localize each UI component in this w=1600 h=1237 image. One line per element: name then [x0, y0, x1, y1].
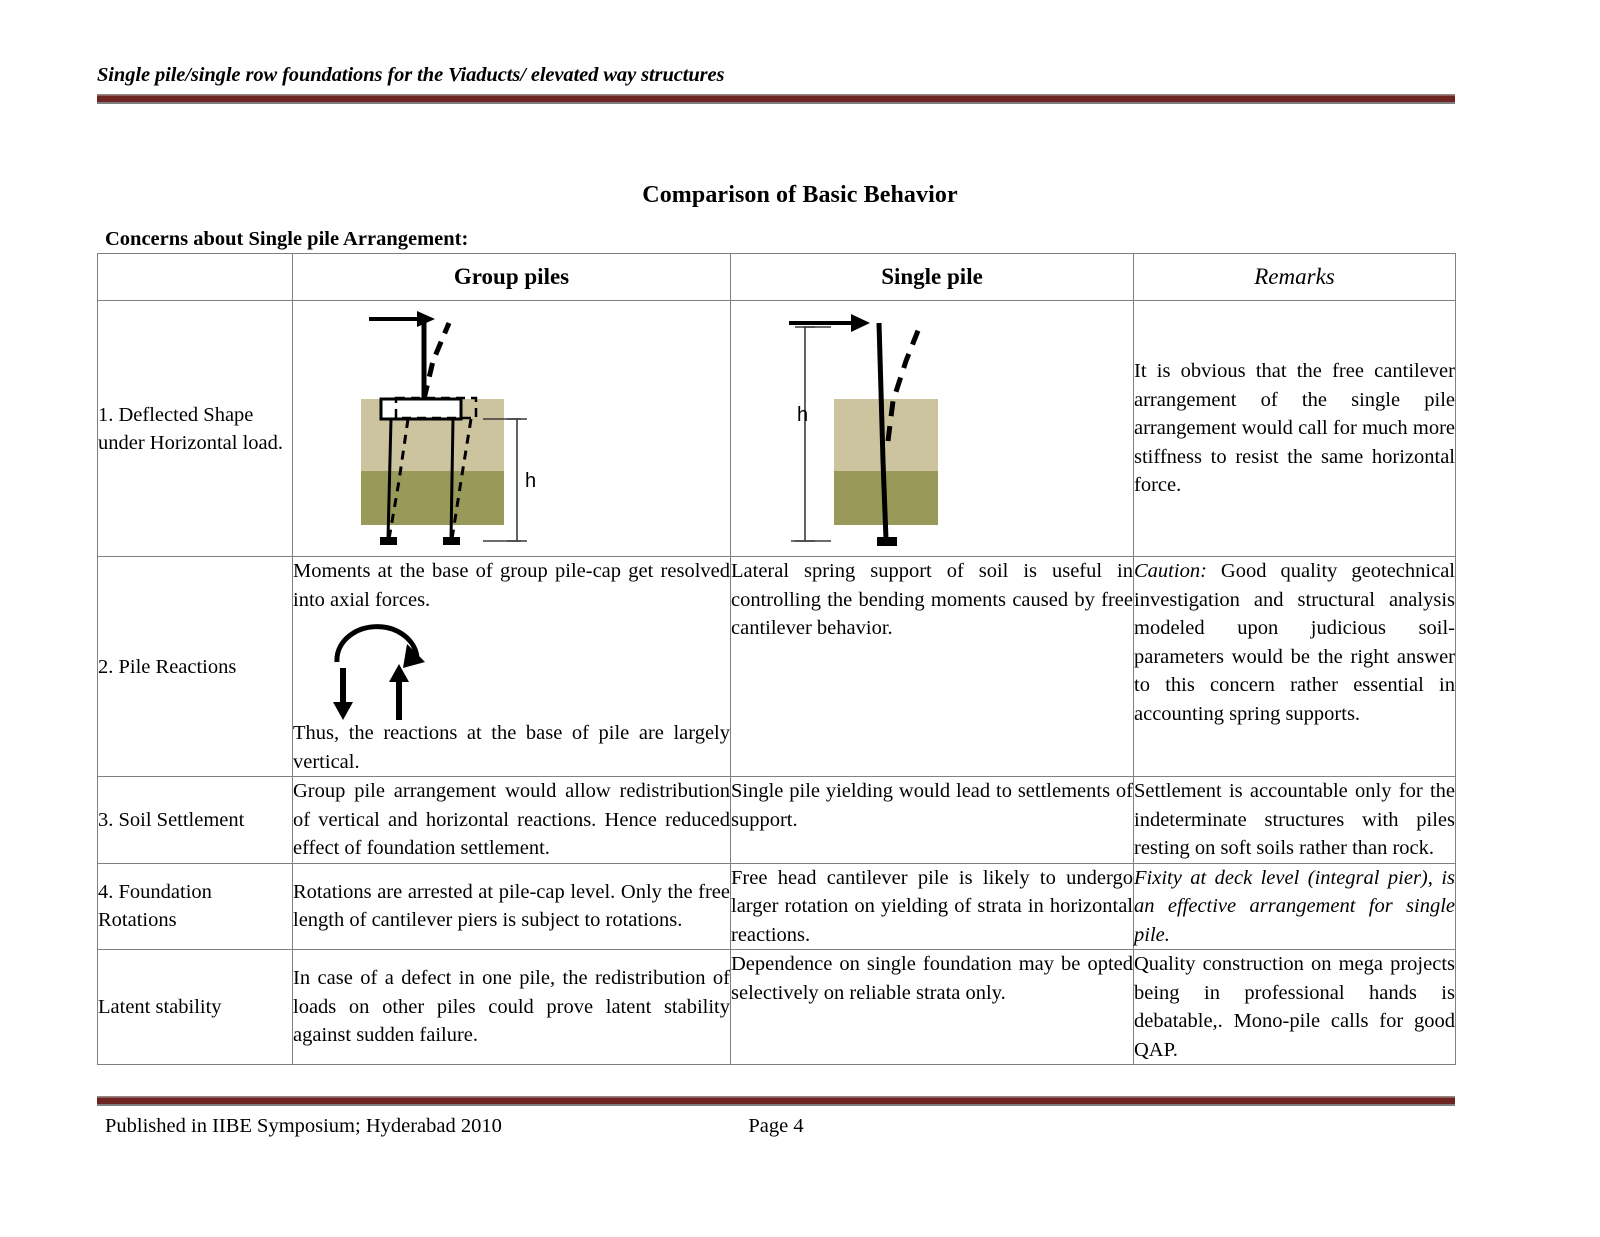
header-title: Single pile/single row foundations for the Viaducts/ elevated way structures	[97, 64, 725, 86]
table-header-single-pile: Single pile	[731, 254, 1134, 301]
row-label-deflected-shape: 1. Deflected Shape under Horizontal load.	[98, 301, 293, 557]
soil-lower-layer	[361, 471, 504, 525]
section-label: Concerns about Single pile Arrangement:	[105, 228, 469, 250]
row-label-foundation-rotations: 4. Foundation Rotations	[98, 863, 293, 950]
remarks-pile-reactions	[1134, 557, 1456, 777]
remarks-pile-reactions-text: Good quality geotechnical investigation and structural analysis modeled upon judicious soil-parameters would be the right answer to this concern rather essential in accounting spring supports.	[1134, 560, 1455, 725]
row-label-soil-settlement: 3. Soil Settlement	[98, 777, 293, 864]
moment-reaction-diagram	[293, 614, 730, 719]
remarks-deflected-shape: It is obvious that the free cantilever arrangement of the single pile arrangement would call for much more stiffness to resist the same horizontal force.	[1134, 301, 1456, 557]
single-pile-latent-stability: Dependence on single foundation may be opted selectively on reliable strata only.	[731, 950, 1134, 1065]
table-header-remarks: Remarks	[1134, 254, 1456, 301]
remarks-latent-stability: Quality construction on mega projects being in professional hands is debatable,. Mono-pile calls for good QAP.	[1134, 950, 1456, 1065]
table-row	[98, 301, 1456, 557]
pile-reactions-text-top: Moments at the base of group pile-cap get resolved into axial forces.	[293, 560, 730, 611]
table-row	[98, 863, 1456, 950]
footer-page-number: Page 4	[748, 1115, 804, 1137]
group-piles-soil-settlement: Group pile arrangement would allow redistribution of vertical and horizontal reactions. Hence reduced effect of foundation settlement.	[293, 777, 731, 864]
single-pile-height-label: h	[797, 404, 809, 426]
single-pile-diagram-cell	[731, 301, 1134, 557]
table-header-blank	[98, 254, 293, 301]
table-header-row	[98, 254, 1456, 301]
comparison-table	[97, 253, 1456, 1065]
single-pile-svg	[731, 301, 1134, 556]
group-piles-diagram-cell	[293, 301, 731, 557]
row-label-pile-reactions: 2. Pile Reactions	[98, 557, 293, 777]
header-rule-thin-bottom	[97, 102, 1455, 104]
caution-lead: Caution:	[1134, 560, 1207, 582]
footer-publication: Published in IIBE Symposium; Hyderabad 2010	[105, 1115, 502, 1137]
page-header	[97, 62, 1455, 104]
table-row	[98, 950, 1456, 1065]
down-arrowhead	[333, 702, 353, 720]
header-rule-thick	[97, 95, 1455, 102]
single-pile-foundation-rotations: Free head cantilever pile is likely to undergo larger rotation on yielding of strata in horizontal reactions.	[731, 863, 1134, 950]
group-piles-foundation-rotations: Rotations are arrested at pile-cap level. Only the free length of cantilever piers is subject to rotations.	[293, 863, 731, 950]
footer-rule-thick	[97, 1097, 1455, 1104]
footer-rule-thin-bottom	[97, 1104, 1455, 1106]
single-pile-pile-reactions: Lateral spring support of soil is useful in controlling the bending moments caused by free cantilever behavior.	[731, 557, 1134, 777]
group-piles-svg	[293, 301, 731, 556]
page-title: Comparison of Basic Behavior	[642, 182, 958, 208]
footer-row	[97, 1115, 1455, 1145]
table-row	[98, 777, 1456, 864]
single-pile-diagram	[731, 301, 1133, 556]
page-footer	[97, 1090, 1455, 1145]
pile-reactions-text-bottom: Thus, the reactions at the base of pile are largely vertical.	[293, 722, 730, 773]
remarks-soil-settlement: Settlement is accountable only for the indeterminate structures with piles resting on soft soils rather than rock.	[1134, 777, 1456, 864]
single-pile-soil-settlement: Single pile yielding would lead to settlements of support.	[731, 777, 1134, 864]
table-row	[98, 557, 1456, 777]
group-piles-pile-reactions	[293, 557, 731, 777]
group-piles-latent-stability: In case of a defect in one pile, the redistribution of loads on other piles could prove latent stability against sudden failure.	[293, 950, 731, 1065]
row-label-latent-stability: Latent stability	[98, 950, 293, 1065]
group-piles-diagram	[293, 301, 730, 556]
soil-upper-layer	[834, 399, 938, 471]
group-piles-height-label: h	[525, 470, 537, 492]
remarks-foundation-rotations: Fixity at deck level (integral pier), is an effective arrangement for single pile.	[1134, 863, 1456, 950]
moment-arrows-svg	[321, 616, 541, 721]
table-header-group-piles: Group piles	[293, 254, 731, 301]
